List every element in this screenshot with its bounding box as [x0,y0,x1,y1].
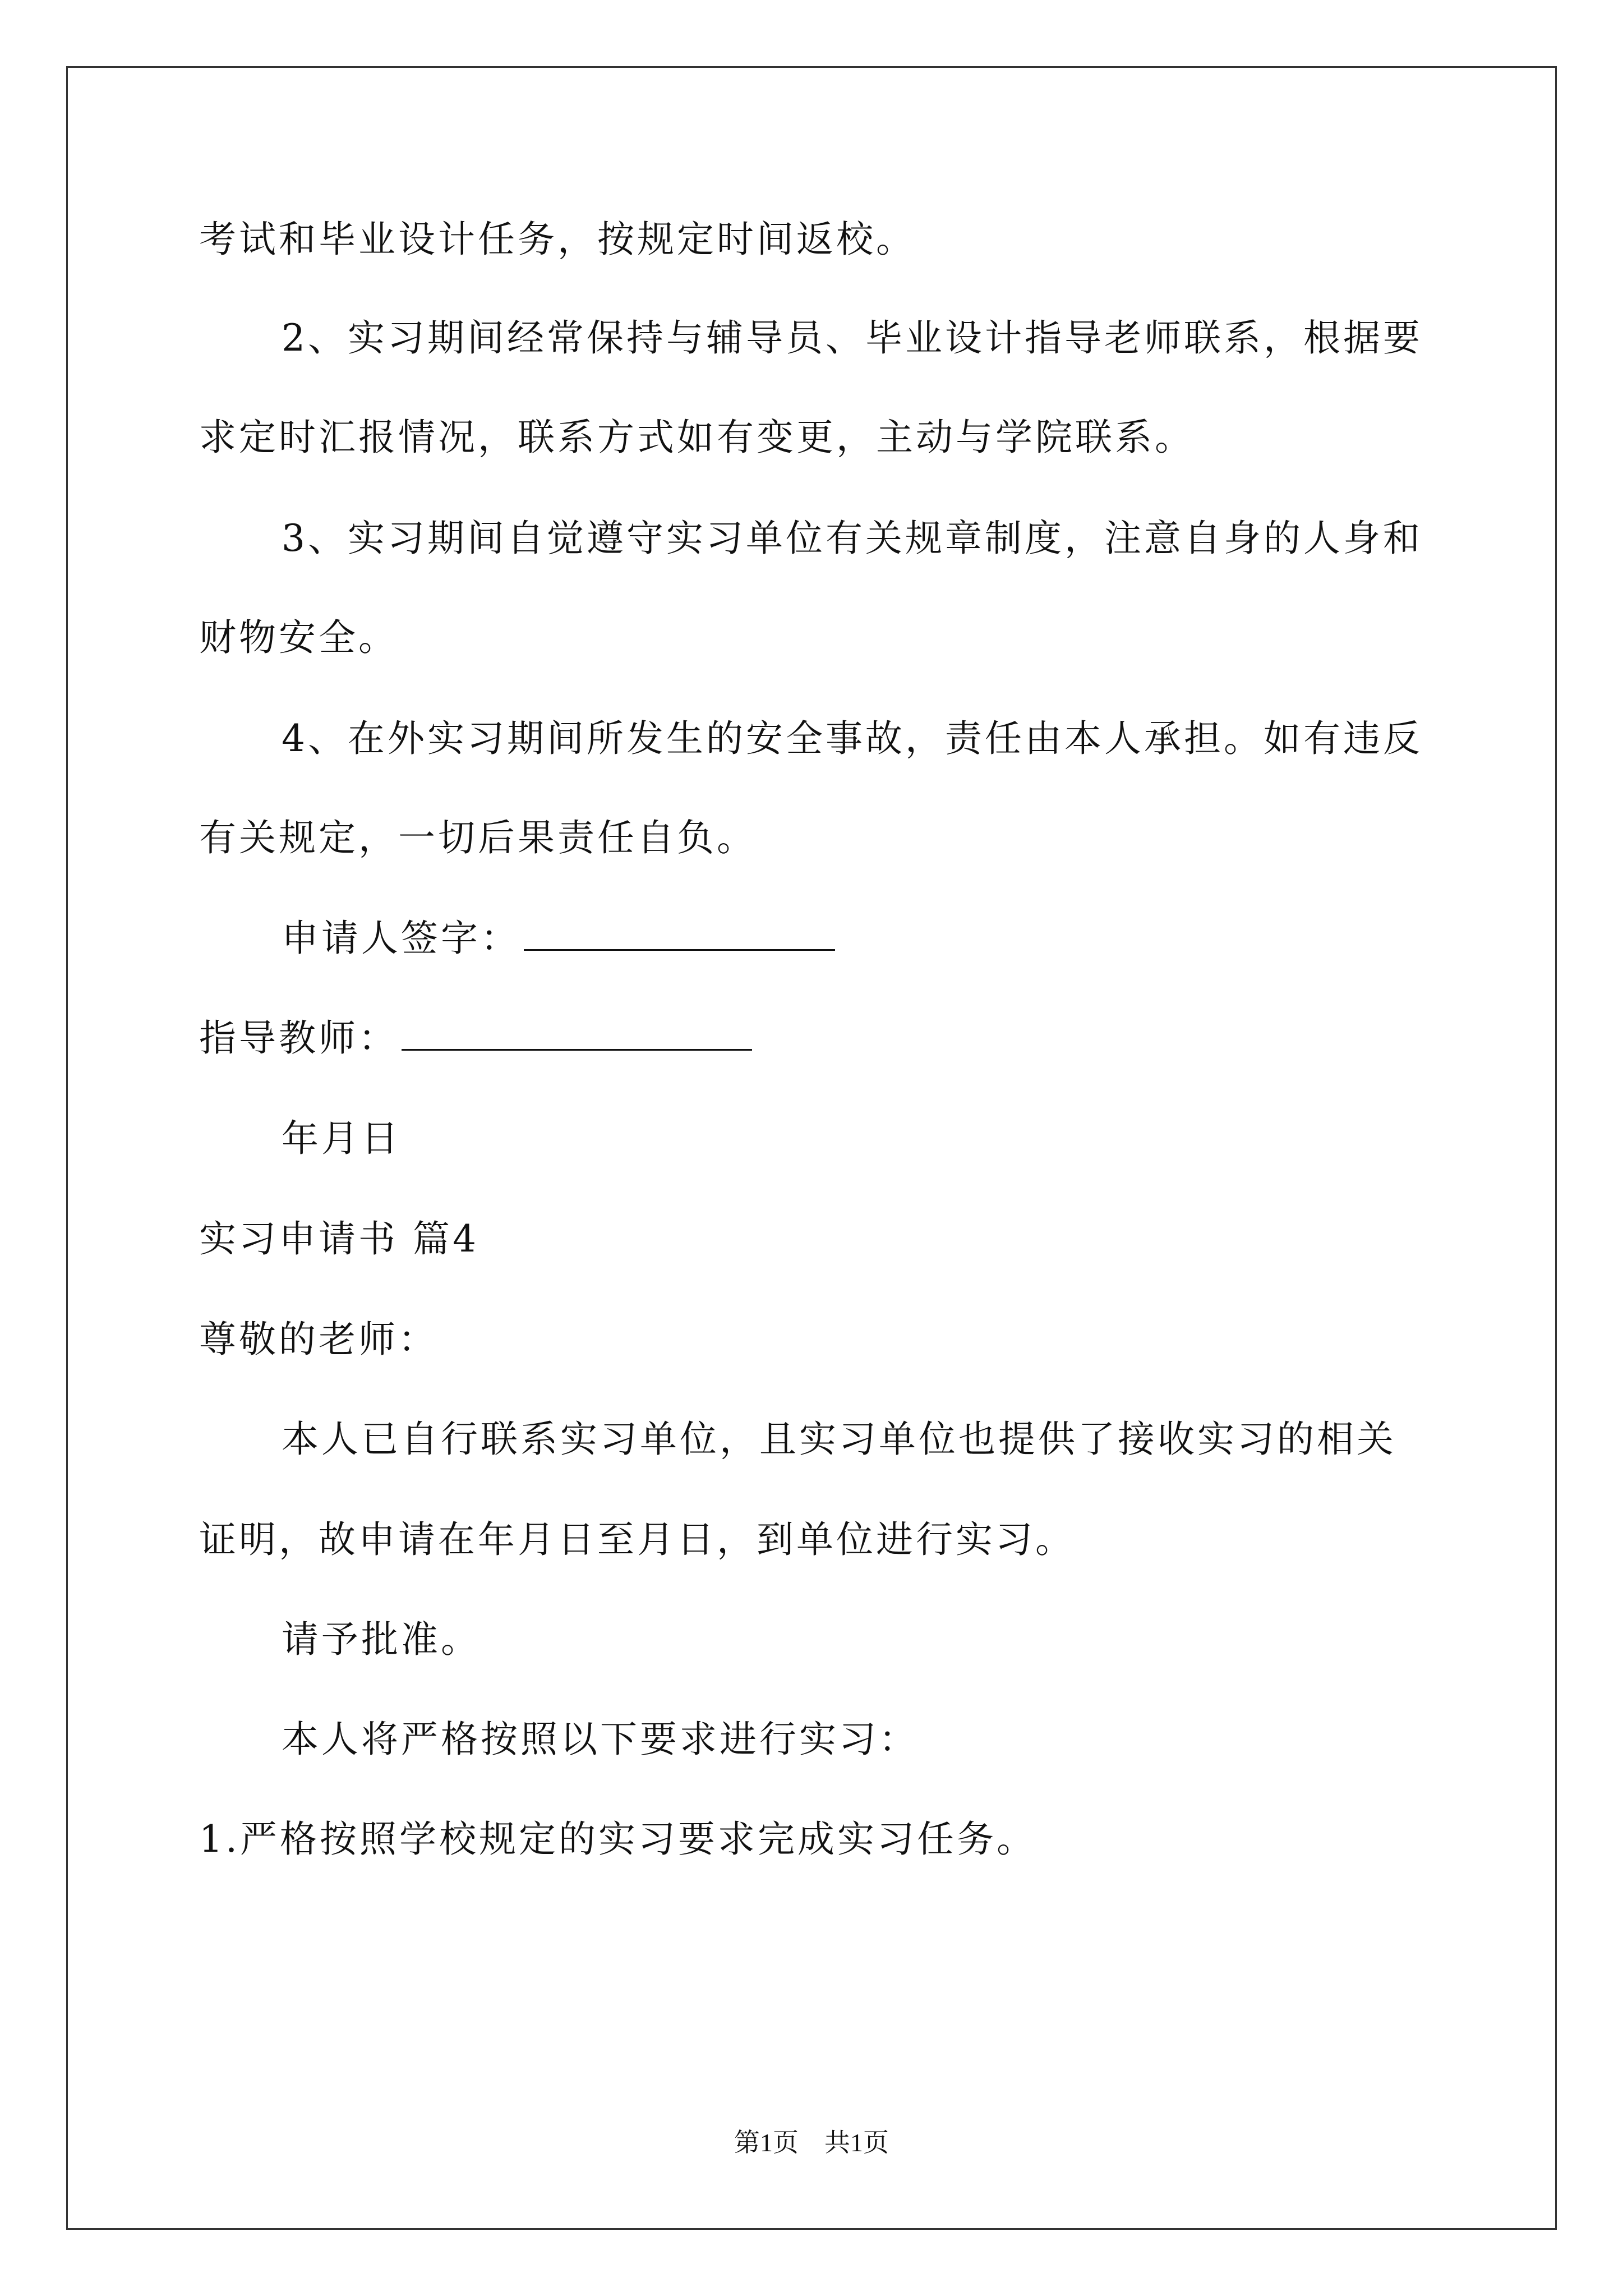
paragraph-line: 请予批准。 [282,1618,481,1661]
paragraph-line: 本人已自行联系实习单位，且实习单位也提供了接收实习的相关 [282,1418,1396,1461]
section-heading: 实习申请书 篇4 [199,1217,479,1260]
paragraph-line: 考试和毕业设计任务，按规定时间返校。 [199,218,916,261]
paragraph-line: 证明，故申请在年月日至月日，到单位进行实习。 [199,1518,1075,1561]
paragraph-line: 2、实习期间经常保持与辅导员、毕业设计指导老师联系，根据要 [282,316,1423,360]
paragraph-line: 3、实习期间自觉遵守实习单位有关规章制度，注意自身的人身和 [282,517,1423,560]
paragraph-line: 财物安全。 [199,616,398,659]
paragraph-line: 4、在外实习期间所发生的安全事故，责任由本人承担。如有违反 [282,717,1423,760]
paragraph-line: 求定时汇报情况，联系方式如有变更，主动与学院联系。 [199,416,1195,459]
date-line: 年月日 [282,1117,401,1160]
advisor-signature-line [199,1013,752,1064]
salutation: 尊敬的老师： [199,1318,438,1361]
applicant-signature-blank [524,917,835,951]
applicant-signature-label: 申请人签字： [282,917,520,960]
paragraph-line: 1.严格按照学校规定的实习要求完成实习任务。 [199,1818,1036,1861]
paragraph-line: 有关规定，一切后果责任自负。 [199,816,757,859]
paragraph-line: 本人将严格按照以下要求进行实习： [282,1718,919,1761]
advisor-signature-blank [402,1016,752,1051]
page-footer: 第1页 共1页 [734,2128,889,2157]
applicant-signature-line [282,913,835,964]
advisor-signature-label: 指导教师： [199,1016,398,1060]
